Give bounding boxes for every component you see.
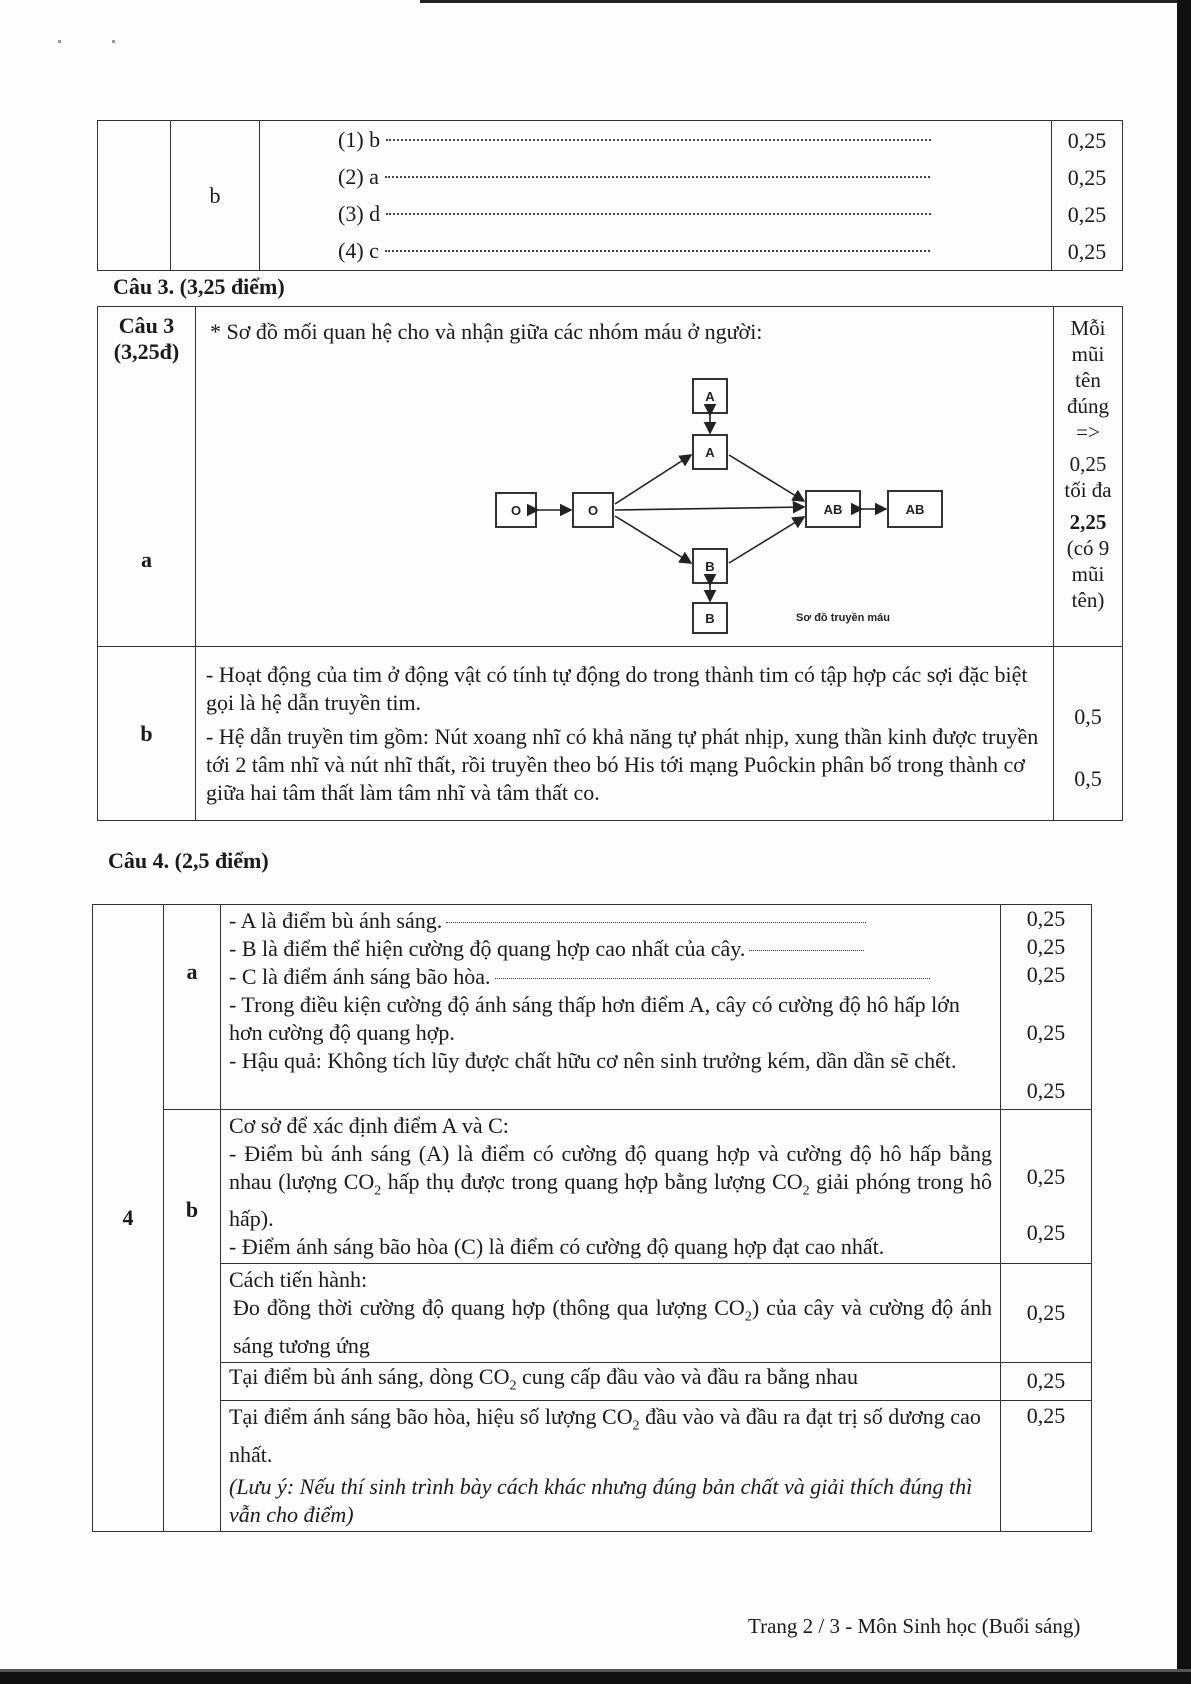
part-b-paragraph: - Hệ dẫn truyền tim gồm: Nút xoang nhĩ có khả năng tự phát nhịp, xung thần kinh được truyền tới 2 tâm nhĩ và nút nhĩ thất, rồi truyền theo bó His tới mạng Puôckin phân bố trong thành cơ giữa hai tâm thất làm tâm nhĩ và tâm thất co.: [206, 723, 1039, 805]
leader-dots: [386, 213, 931, 215]
arrow: [729, 455, 804, 501]
answer-text: (4) c: [338, 238, 379, 263]
question-points: (3,25đ): [113, 339, 180, 364]
score-note-line: mũi: [1071, 342, 1105, 366]
text-span: cung cấp đầu vào và đầu ra bằng nhau: [516, 1363, 858, 1389]
part-b3-text-cell: [221, 1362, 1001, 1400]
part-label-a-cell: [164, 905, 221, 1110]
part-b4-text-cell: [221, 1401, 1001, 1531]
question-label: Câu 3: [118, 313, 175, 338]
answer-line: [338, 122, 1051, 159]
score: 0,25: [1026, 934, 1066, 959]
score-note-cell: [1054, 307, 1123, 647]
scan-bottom-edge: [0, 1672, 1191, 1684]
score-note-line: tối đa: [1064, 478, 1112, 502]
answer-line: [338, 159, 1051, 196]
text-span: giải phóng trong hô hấp).: [229, 1169, 992, 1232]
part-b4-score-cell: [1001, 1401, 1092, 1531]
node-label-ab: AB: [823, 502, 843, 517]
answer-list: [260, 121, 1052, 271]
part-label-b: b: [185, 1197, 199, 1223]
score-note: [1054, 315, 1122, 613]
score: 0,25: [1026, 1403, 1066, 1429]
subscript: 2: [802, 1183, 810, 1199]
node-label-o: O: [510, 503, 522, 518]
answer-table-cau3: [97, 306, 1123, 821]
score-column: [1052, 121, 1123, 271]
answer-text: (3) d: [338, 201, 381, 226]
text-span: - Điểm bù ánh sáng (A) là điểm có cường độ quang hợp và cường độ hô hấp bằng nhau (lượng CO: [229, 1141, 992, 1194]
text-span: hấp thụ được trong quang hợp bằng lượng CO: [381, 1169, 803, 1194]
answer-table-top: [97, 120, 1123, 271]
score: 0,25: [1026, 1020, 1066, 1045]
section-heading-cau3: Câu 3. (3,25 điểm): [113, 274, 285, 299]
leader-dots: [385, 176, 930, 178]
score: 0,25: [1026, 1078, 1066, 1103]
score: 0,25: [1026, 1368, 1066, 1394]
text-span: đầu vào và đầu ra đạt trị số dương cao nhất.: [229, 1404, 981, 1467]
node-label-ab: AB: [905, 502, 925, 517]
part-a-line: [229, 907, 992, 935]
question-number: 4: [93, 905, 164, 1532]
score: 0,25: [1067, 164, 1107, 190]
part-b2-text-cell: [221, 1264, 1001, 1362]
leader-dots: [495, 978, 930, 979]
part-b-text-cell: [196, 647, 1054, 821]
part-b-title: Cách tiến hành:: [229, 1267, 368, 1293]
diagram-cell: [196, 307, 1054, 647]
part-label-b-cell: [164, 1110, 221, 1532]
blood-transfusion-diagram: [488, 371, 948, 636]
part-b-paragraph: [229, 1140, 992, 1233]
answer-line: [338, 233, 1051, 270]
line-text: - C là điểm ánh sáng bão hòa.: [229, 964, 491, 989]
part-a-paragraph: - Trong điều kiện cường độ ánh sáng thấp hơn điểm A, cây có cường độ hô hấp lớn hơn cường độ quang hợp.: [229, 992, 960, 1045]
score: 0,25: [1026, 1300, 1066, 1326]
part-label-a: a: [186, 959, 198, 984]
part-b2-score-cell: [1001, 1264, 1092, 1362]
section-heading-cau4: Câu 4. (2,5 điểm): [108, 848, 269, 873]
scan-speck: [112, 40, 115, 43]
text-span: ) của cây và cường độ ánh sáng tương ứng: [233, 1295, 992, 1358]
text-span: Đo đồng thời cường độ quang hợp (thông qua lượng CO: [233, 1295, 745, 1321]
leader-dots: [386, 139, 931, 141]
part-a-line: [229, 935, 992, 963]
diagram-caption: Sơ đồ truyền máu: [796, 612, 890, 624]
part-b-paragraph: [229, 1363, 992, 1400]
leader-dots: [749, 950, 864, 951]
part-a-text-cell: [221, 905, 1001, 1110]
page-footer: Trang 2 / 3 - Môn Sinh học (Buổi sáng): [748, 1614, 1081, 1638]
subscript: 2: [374, 1183, 382, 1199]
part-b3-score-cell: [1001, 1362, 1092, 1400]
score-note-line: 0,25: [1069, 452, 1107, 476]
part-b-paragraph: - Hoạt động của tim ở động vật có tính tự động do trong thành tim có tập hợp các sợi đặc biệt gọi là hệ dẫn truyền tim.: [206, 661, 1028, 715]
empty-cell: [98, 121, 171, 271]
score: 0,25: [1026, 906, 1066, 931]
answer-text: (2) a: [338, 164, 379, 189]
part-label: b: [171, 121, 260, 271]
score: 0,5: [1074, 765, 1102, 791]
part-b-paragraph: [229, 1403, 992, 1468]
node-label-o: O: [587, 503, 599, 518]
question-label-cell: [98, 307, 196, 647]
scan-right-edge: [1177, 0, 1191, 1684]
part-a-paragraph: - Hậu quả: Không tích lũy được chất hữu cơ nên sinh trưởng kém, dần dần sẽ chết.: [229, 1048, 957, 1073]
part-b1-score-cell: [1001, 1110, 1092, 1264]
node-label-b: B: [705, 559, 715, 574]
arrow: [615, 455, 691, 504]
node-label-b: B: [705, 611, 715, 626]
part-b1-text-cell: [221, 1110, 1001, 1264]
leader-dots: [446, 922, 866, 923]
part-b-title: Cơ sở để xác định điểm A và C:: [229, 1113, 509, 1138]
score: 0,25: [1067, 127, 1107, 153]
part-label-b: b: [98, 647, 196, 821]
subscript: 2: [509, 1378, 517, 1394]
text-span: Tại điểm ánh sáng bão hòa, hiệu số lượng CO: [229, 1404, 633, 1430]
score-note-line: mũi: [1071, 562, 1105, 586]
node-label-a: A: [705, 445, 715, 460]
subscript: 2: [632, 1418, 640, 1434]
score-note-line: đúng: [1067, 394, 1109, 418]
line-text: - A là điểm bù ánh sáng.: [229, 908, 443, 933]
line-text: - B là điểm thể hiện cường độ quang hợp cao nhất của cây.: [229, 936, 746, 961]
part-b-paragraph: - Điểm ánh sáng bão hòa (C) là điểm có cường độ quang hợp đạt cao nhất.: [229, 1234, 885, 1260]
score: 0,25: [1026, 1219, 1066, 1245]
score: 0,25: [1067, 201, 1107, 227]
note: (Lưu ý: Nếu thí sinh trình bày cách khác nhưng đúng bản chất và giải thích đúng thì vẫn cho điểm): [229, 1473, 973, 1527]
part-a-score-cell: [1001, 905, 1092, 1110]
score: 0,25: [1026, 962, 1066, 987]
arrow: [729, 517, 804, 563]
score-note-line: =>: [1076, 420, 1100, 444]
text-span: Tại điểm bù ánh sáng, dòng CO: [229, 1363, 510, 1389]
answer-line: [338, 196, 1051, 233]
score-note-line: tên: [1075, 368, 1101, 392]
score: 0,5: [1074, 703, 1102, 729]
score-note-line: tên): [1071, 588, 1105, 612]
score: 0,25: [1026, 1163, 1066, 1189]
part-label-a: a: [141, 547, 152, 572]
subscript: 2: [744, 1309, 752, 1325]
node-label-a: A: [705, 389, 715, 404]
arrow: [615, 516, 691, 563]
score-note-line: 2,25: [1069, 510, 1107, 534]
score: 0,25: [1067, 238, 1107, 264]
score-note-line: (có 9: [1066, 536, 1110, 560]
diagram-intro: * Sơ đồ mối quan hệ cho và nhận giữa các nhóm máu ở người:: [210, 319, 763, 344]
leader-dots: [385, 250, 930, 252]
part-b-score-cell: [1054, 647, 1123, 821]
answer-table-cau4: [92, 904, 1092, 1532]
scan-speck: [58, 40, 61, 43]
part-b-paragraph: [229, 1294, 992, 1359]
answer-text: (1) b: [338, 127, 381, 152]
part-a-line: [229, 963, 992, 991]
arrow: [615, 507, 804, 510]
score-note-line: Mỗi: [1070, 316, 1106, 340]
scan-top-edge: [420, 0, 1191, 3]
